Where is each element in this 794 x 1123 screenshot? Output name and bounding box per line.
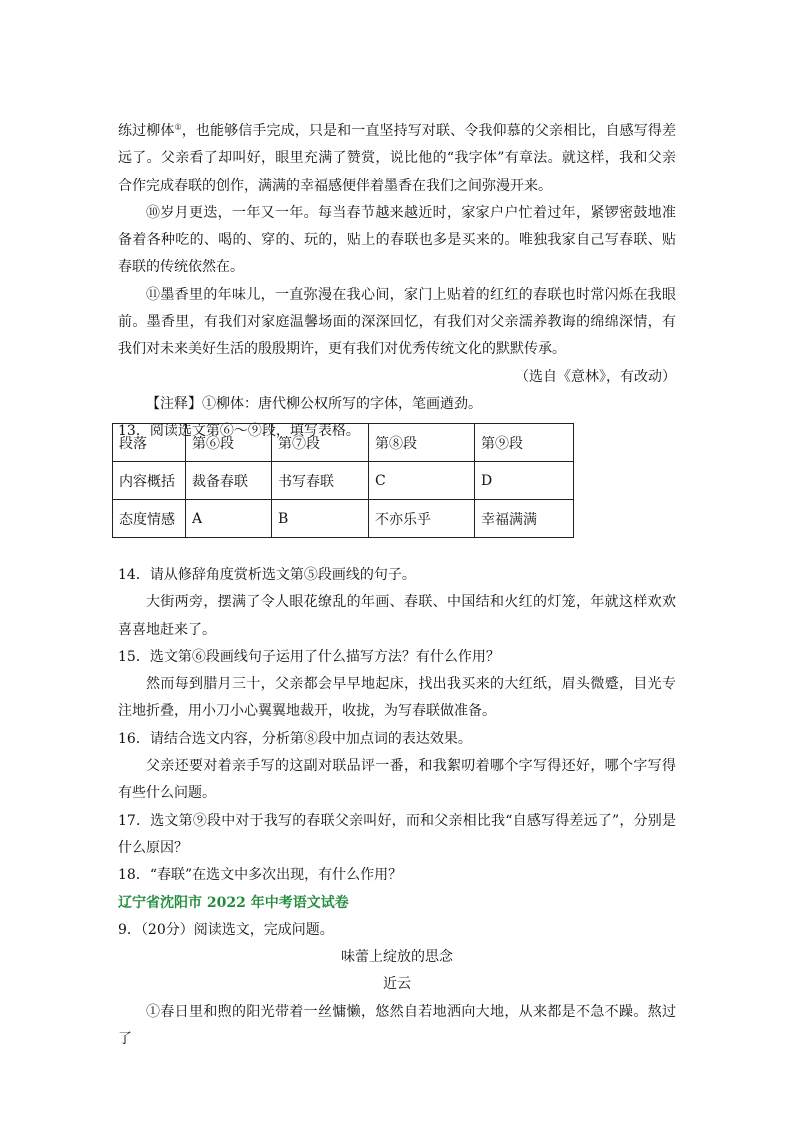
exam-heading: 辽宁省沈阳市 2022 年中考语文试卷: [118, 894, 349, 911]
questions-section: [118, 562, 676, 1053]
table-cell: 裁备春联: [186, 462, 272, 500]
question-17: 17．选文第⑨段中对于我写的春联父亲叫好，而和父亲相比我“自感写得差远了”，分别是什么原因？: [118, 812, 676, 856]
table-row: [113, 500, 574, 538]
table-cell: 第⑧段: [369, 424, 475, 462]
table-cell: 书写春联: [272, 462, 369, 500]
article-title: 味蕾上绽放的思念: [341, 949, 453, 966]
answer-table: [112, 423, 574, 538]
source-citation: （选自《意林》，有改动）: [515, 368, 676, 385]
paragraph-10: ⑩岁月更迭，一年又一年。每当春节越来越近时，家家户户忙着过年，紧锣密鼓地准备着各种吃的、喝的、穿的、玩的，贴上的春联也多是买来的。唯独我家自己写春联、贴春联的传统依然在。: [118, 204, 676, 276]
footnote-marker: ①: [174, 122, 182, 132]
question-9: 9．（20分）阅读选文，完成问题。: [118, 921, 334, 938]
question-13: 13．阅读选文第⑥～⑨段，填写表格。: [118, 423, 360, 440]
table-cell: 第⑦段: [272, 424, 369, 462]
table-cell: 第⑥段: [186, 424, 272, 462]
table-cell: C: [369, 462, 475, 500]
table-cell: 不亦乐乎: [369, 500, 475, 538]
question-16-quote: 父亲还要对着亲手写的这副对联品评一番，和我絮叨着哪个字写得还好，哪个字写得有些什么问题。: [118, 758, 676, 802]
question-18: 18．“春联”在选文中多次出现，有什么作用？: [118, 867, 403, 884]
paragraph-continued: 练过柳体①，也能够信手完成，只是和一直坚持写对联、令我仰慕的父亲相比，自感写得差远了。父亲看了却叫好，眼里充满了赞赏，说比他的“我字体”有章法。就这样，我和父亲合作完成春联的创作，满满的幸福感便伴着墨香在我们之间弥漫开来。: [118, 122, 677, 194]
table-cell: 态度情感: [113, 500, 186, 538]
footnote: 【注释】①柳体：唐代柳公权所写的字体，笔画遒劲。: [146, 395, 482, 412]
passage-continued: [118, 118, 676, 446]
article-author: 近云: [383, 976, 411, 993]
table-cell: D: [475, 462, 574, 500]
table-cell: 第⑨段: [475, 424, 574, 462]
article-paragraph-1: ①春日里和煦的阳光带着一丝慵懒，悠然自若地洒向大地，从来都是不急不躁。熬过了: [118, 1003, 676, 1048]
question-14: 14．请从修辞角度赏析选文第⑤段画线的句子。: [118, 567, 416, 583]
table-row: [113, 462, 574, 500]
question-15-quote: 然而每到腊月三十，父亲都会早早地起床，找出我买来的大红纸，眉头微蹙，目光专注地折叠，用小刀小心翼翼地裁开，收拢，为写春联做准备。: [118, 676, 676, 720]
table-cell: 内容概括: [113, 462, 186, 500]
table-cell: 段落: [113, 424, 186, 462]
table-cell: 幸福满满: [475, 500, 574, 538]
question-14-quote: 大街两旁，摆满了令人眼花缭乱的年画、春联、中国结和火红的灯笼，年就这样欢欢喜喜地赶来了。: [118, 594, 676, 638]
question-16: 16．请结合选文内容，分析第⑧段中加点词的表达效果。: [118, 730, 472, 747]
table-row: [113, 424, 574, 462]
paragraph-11: ⑪墨香里的年味儿，一直弥漫在我心间，家门上贴着的红红的春联也时常闪烁在我眼前。墨香里，有我们对家庭温馨场面的深深回忆，有我们对父亲濡养教诲的绵绵深情，有我们对未来美好生活的殷殷期许，更有我们对优秀传统文化的默默传承。: [118, 286, 676, 358]
table-cell: B: [272, 500, 369, 538]
table-cell: A: [186, 500, 272, 538]
question-15: 15．选文第⑥段画线句子运用了什么描写方法？有什么作用？: [118, 648, 500, 665]
